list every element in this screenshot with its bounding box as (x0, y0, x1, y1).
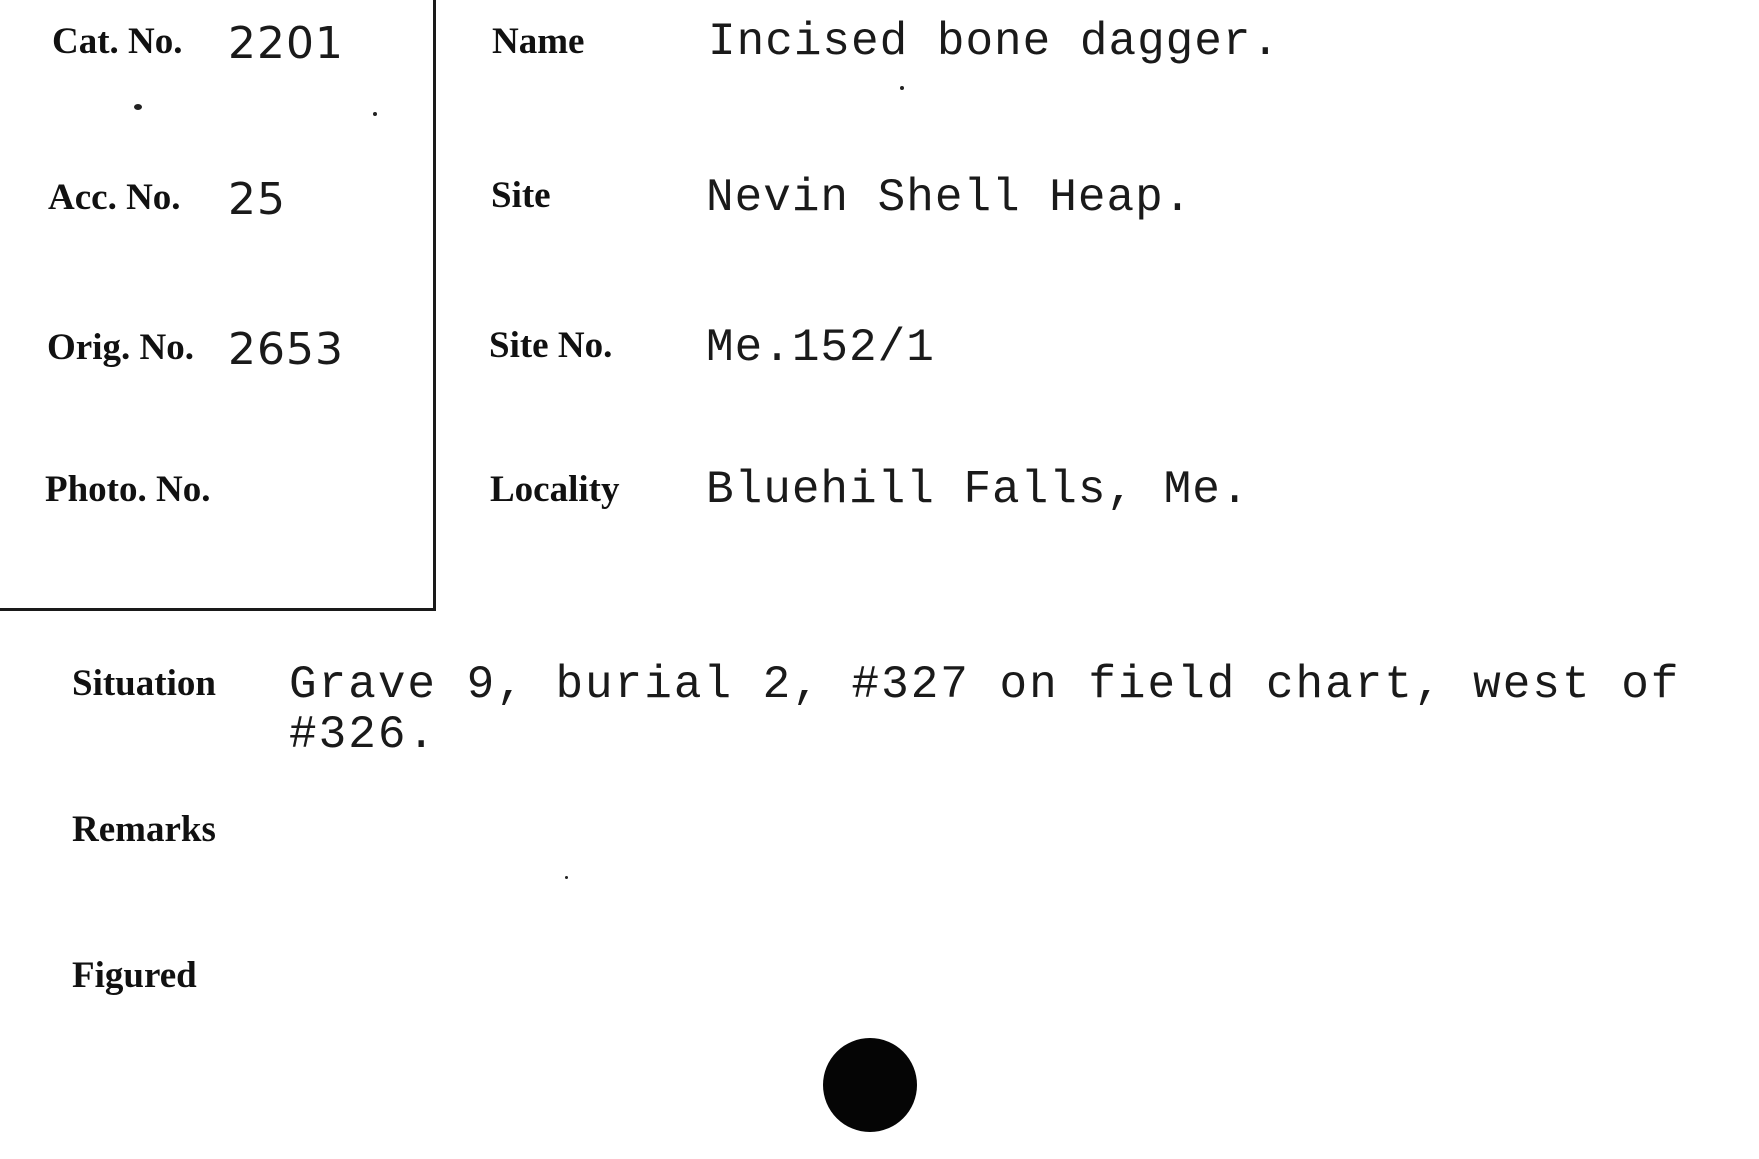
site-value: Nevin Shell Heap. (706, 172, 1193, 224)
scan-speck (373, 112, 377, 116)
site-label: Site (491, 175, 551, 216)
locality-value: Bluehill Falls, Me. (706, 464, 1250, 516)
punch-hole (823, 1038, 917, 1132)
id-numbers-box (0, 0, 436, 611)
site-no-value: Me.152/1 (706, 322, 935, 374)
name-label: Name (492, 21, 585, 62)
cat-no-label: Cat. No. (52, 21, 183, 62)
acc-no-value: 25 (228, 174, 286, 225)
acc-no-label: Acc. No. (48, 177, 181, 218)
site-no-label: Site No. (489, 325, 613, 366)
orig-no-label: Orig. No. (47, 327, 194, 368)
situation-value: Grave 9, burial 2, #327 on field chart, west of #326. (289, 659, 1681, 761)
figured-label: Figured (72, 955, 197, 996)
photo-no-label: Photo. No. (45, 469, 211, 510)
orig-no-value: 2653 (228, 324, 344, 375)
cat-no-value: 2201 (228, 18, 344, 69)
scan-speck (565, 876, 568, 879)
locality-label: Locality (490, 469, 620, 510)
name-value: Incised bone dagger. (708, 16, 1281, 68)
scan-speck (134, 104, 142, 110)
remarks-label: Remarks (72, 809, 216, 850)
scan-speck (900, 86, 904, 90)
situation-label: Situation (72, 663, 216, 704)
